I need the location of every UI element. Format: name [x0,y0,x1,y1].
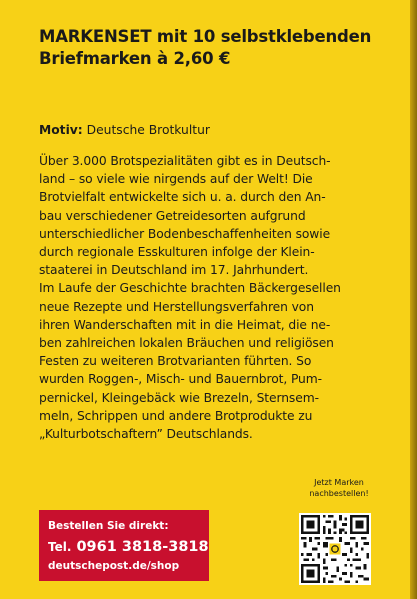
description-line: land – so viele wie nirgends auf der Welt! Die [39,172,313,187]
heading-line-1: MARKENSET mit 10 selbstklebenden [39,27,372,46]
order-phone[interactable] [48,536,209,558]
description-line: Über 3.000 Brotspezialitäten gibt es in Deutsch- [39,154,331,168]
qr-code-graphic [301,515,369,583]
reorder-note [296,477,382,499]
description-text [39,152,379,443]
heading-line-2: Briefmarken à 2,60 € [39,49,231,68]
order-label: Bestellen Sie direkt: [48,520,169,532]
phone-number: 0961 3818-3818 [76,539,209,555]
description-line: Brotvielfalt entwickelte sich u. a. durch den An- [39,190,326,205]
product-heading [39,26,379,70]
motiv-line [39,122,210,138]
description-line: neue Rezepte und Herstellungsverfahren von [39,299,314,314]
shop-link[interactable]: deutschepost.de/shop [48,560,180,572]
motiv-label: Motiv: [39,123,83,137]
description-line: meln, Schrippen und andere Brotprodukte zu [39,408,313,423]
description-line: Im Laufe der Geschichte brachten Bäckergesellen [39,281,341,296]
description-line: wurden Roggen-, Misch- und Bauernbrot, Pum- [39,372,322,387]
motiv-value: Deutsche Brotkultur [86,123,210,137]
description-line: unterschiedlicher Bodenbeschaffenheiten sowie [39,226,331,241]
order-contact-box [39,510,209,581]
description-line: durch regionale Esskulturen infolge der Klein- [39,245,315,260]
description-line: ihren Wanderschaften mit in die Heimat, die ne- [39,317,331,332]
description-line: ben zahlreichen lokalen Bräuchen und religiösen [39,336,334,351]
description-line: „Kulturbotschaftern” Deutschlands. [39,427,253,442]
qr-code-icon[interactable] [299,513,371,585]
description-line: Festen zu weiteren Brotvarianten führten. So [39,354,312,369]
description-line: bau verschiedener Getreidesorten aufgrund [39,208,306,223]
description-line: staaterei in Deutschland im 17. Jahrhundert. [39,263,309,278]
reorder-line-1: Jetzt Marken [314,478,364,487]
description-line: pernickel, Kleingebäck wie Brezeln, Sternsem- [39,390,319,405]
tel-prefix: Tel. [48,540,72,554]
cover-edge [410,0,417,599]
reorder-line-2: nachbestellen! [309,489,369,498]
